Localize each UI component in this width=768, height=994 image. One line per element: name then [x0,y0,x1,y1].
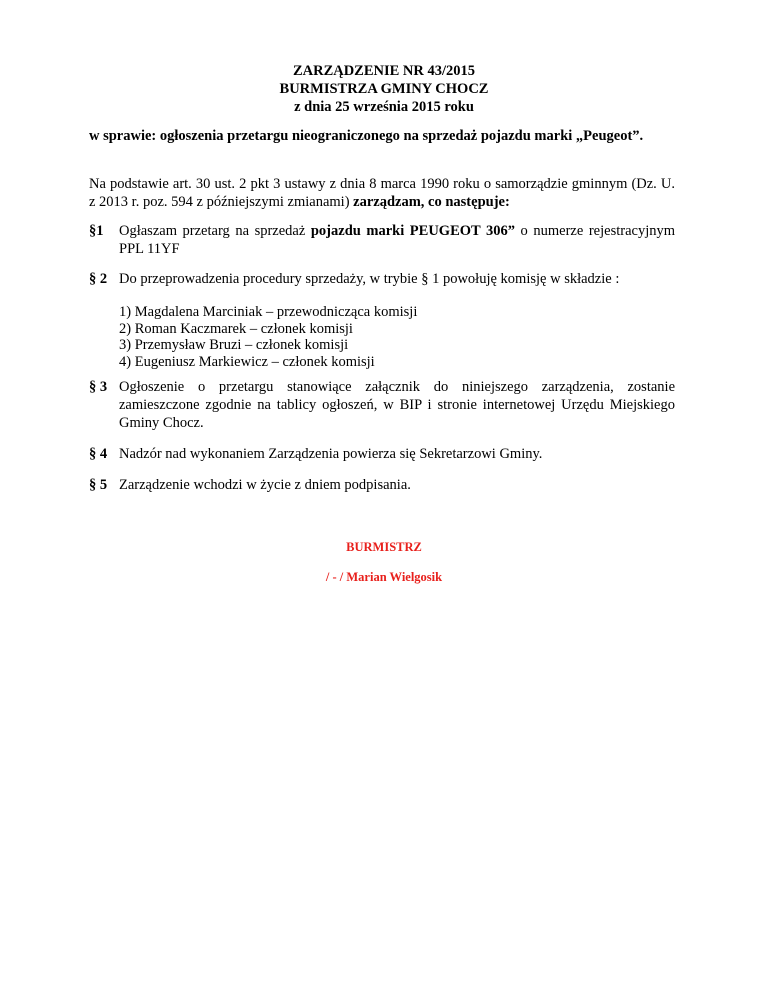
subject-line: w sprawie: ogłoszenia przetargu nieograniczonego na sprzedaż pojazdu marki „Peugeot”. [89,128,644,144]
list-number: 2) [119,320,132,337]
paragraph-5 [89,476,675,494]
paragraph-1-text-a: Ogłaszam przetarg na sprzedaż [119,223,311,239]
legal-basis [89,175,675,211]
paragraph-4 [89,445,675,463]
paragraph-1 [89,222,675,258]
list-item [119,304,417,321]
paragraph-1-text-b: o numerze rejestracyjnym PPL 11YF [119,223,676,257]
list-item [119,337,417,354]
paragraph-text: Do przeprowadzenia procedury sprzedaży, w trybie § 1 powołuję komisję w składzie : [119,271,620,287]
list-text: Przemysław Bruzi – członek komisji [134,337,349,353]
list-number: 1) [119,304,132,320]
issue-date: z dnia 25 września 2015 roku [294,99,474,115]
paragraph-number: § 3 [89,379,108,395]
list-item [119,321,417,338]
document-header [0,62,768,116]
list-text: Eugeniusz Markiewicz – członek komisji [134,353,375,370]
ordinance-number: ZARZĄDZENIE NR 43/2015 [292,63,476,79]
list-number: 4) [119,353,132,370]
paragraph-text: Ogłoszenie o przetargu stanowiące załącznik do niniejszego zarządzenia, zostanie zamieszczone zgodnie na tablicy ogłoszeń, w BIP i stronie internetowej Urzędu Miejskiego Gminy Chocz. [119,379,675,431]
list-text: Roman Kaczmarek – członek komisji [134,320,353,337]
signature-name: / - / Marian Wielgosik [325,570,443,584]
paragraph-2 [89,270,675,288]
vehicle-name: pojazdu marki PEUGEOT 306” [310,223,515,239]
signature-title: BURMISTRZ [346,540,422,554]
paragraph-number: § 2 [89,271,108,287]
list-item [119,354,417,371]
issuer: BURMISTRZA GMINY CHOCZ [279,81,489,97]
paragraph-3 [89,378,675,432]
paragraph-number: § 4 [89,446,108,462]
paragraph-text: Zarządzenie wchodzi w życie z dniem podpisania. [119,477,411,493]
list-text: Magdalena Marciniak – przewodnicząca komisji [134,304,418,320]
legal-basis-text: Na podstawie art. 30 ust. 2 pkt 3 ustawy z dnia 8 marca 1990 roku o samorządzie gminnym (Dz. U. z 2013 r. poz. 594 z późniejszymi zmianami) [89,176,675,210]
legal-basis-bold: zarządzam, co następuje: [353,194,510,210]
paragraph-text [119,222,675,258]
list-number: 3) [119,337,132,353]
paragraph-text: Nadzór nad wykonaniem Zarządzenia powierza się Sekretarzowi Gminy. [119,446,543,462]
committee-list [119,304,417,370]
paragraph-number: § 5 [89,477,108,493]
paragraph-number: §1 [89,223,104,239]
